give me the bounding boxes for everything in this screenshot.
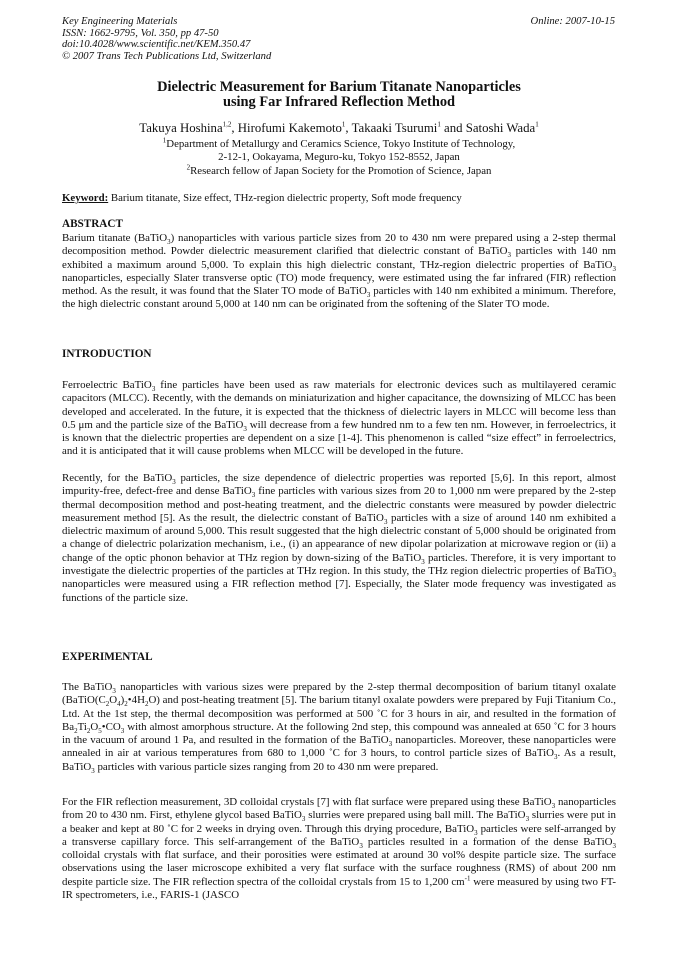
text-run: nanoparticles were measured using a FIR reflection method [7]. Especially, the Slater mode frequency was investigated as functions of the particle size.	[62, 578, 616, 604]
affiliation-2	[62, 165, 616, 178]
subscript: 3	[612, 842, 616, 851]
subscript: 3	[525, 815, 530, 824]
keywords-text: Barium titanate, Size effect, THz-region dielectric property, Soft mode frequency	[108, 192, 462, 204]
subscript: 3	[421, 557, 425, 566]
paper-title	[62, 80, 616, 109]
experimental-paragraph-1	[62, 681, 616, 774]
subscript: 2	[124, 700, 128, 709]
text-run: fine particles with various sizes from 20 to 1,000 nm were prepared by the 2-step thermal decomposition method and post-heating treatment, and the dielectric constants were measured by powder dielectric measurement method [5]. As the result, the dielectric constant of BaTiO	[62, 485, 616, 524]
text-run: •4	[127, 694, 138, 707]
text-run: particles with a size of around 140 nm exhibited a dielectric maximum of around 5,000. This result suggested that the high dielectric constant of 5,000 should be originated from a change of dielectric polarization mechanism, i.e., (i) an appearance of new dipolar polarization at microwave region or (ii) a change of the optic phonon behavior at THz region by down-sizing of the BaTiO	[62, 511, 616, 564]
subscript: 3	[612, 571, 616, 580]
subscript: 4	[117, 700, 121, 709]
affiliation-text: Department of Metallurgy and Ceramics Science, Tokyo Institute of Technology,	[166, 138, 516, 150]
journal-header	[62, 16, 271, 62]
subscript: 3	[167, 238, 171, 247]
text-run: Barium titanate (BaTiO	[62, 232, 168, 244]
text-run: fine particles have been used as raw materials for electronic devices such as multilayered ceramic capacitors (MLCC). Recently, with the demands on miniaturization and higher capacitance, the downsizing of MLCC has been developed and accelerated. In the future, it is expected that the thickness of dielectric layers in MLCC will become less than 0.5 μm and the particle size of the BaTiO	[62, 379, 617, 431]
subscript: 3	[243, 425, 247, 434]
subscript: 2	[74, 727, 78, 736]
text-run: O) and post-heating treatment [5]. The barium titanyl oxalate powders were prepared by Fuji Titanium Co., Ltd. At the 1st step, the thermal decomposition was performed at 500 ˚C for 3 hours in air, and resulted in the formation of Ba	[62, 694, 616, 733]
author-name: Takuya Hoshina	[139, 121, 223, 135]
text-run: will decrease from a few hundred nm to a few ten nm. However, in ferroelectrics, it is known that the dielectric properties are dependent on a size [1-4]. This phenomenon is called “size effect” in ferroelectrics, and it is anticipated that it will cause problems when MLCC will be developed in the future.	[62, 418, 616, 458]
intro-paragraph-2	[62, 472, 616, 605]
author-affil-mark: 1	[535, 120, 539, 129]
subscript: 3	[151, 385, 156, 394]
subscript: 3	[301, 815, 306, 824]
section-heading-introduction: INTRODUCTION	[62, 348, 152, 360]
subscript: 3	[554, 753, 558, 762]
intro-paragraph-1	[62, 379, 616, 459]
title-line-2: using Far Infrared Reflection Method	[222, 93, 456, 110]
subscript: 3	[474, 828, 478, 837]
abstract-paragraph	[62, 232, 616, 312]
text-run: particles with 140 nm exhibited a maximum around 5,000. To explain this high dielectric constant, THz-region dielectric properties of BaTiO	[62, 245, 616, 271]
subscript: 3	[251, 491, 256, 500]
text-run: colloidal crystals with flat surface, and their porosities were estimated at around 30 vol% despite particle size. The surface observations using the laser microscope exhibited a very flat surface with the surface roughness (RMS) of about 200 nm despite particle size. The FIR reflection spectra of the colloidal crystals from 15 to 1,200 cm	[62, 849, 616, 888]
text-run: For the FIR reflection measurement, 3D colloidal crystals [7] with flat surface were prepared using these BaTiO	[62, 796, 552, 808]
subscript: 3	[91, 766, 95, 775]
subscript: 3	[383, 518, 388, 527]
author-list	[62, 121, 616, 136]
subscript: 3	[507, 251, 511, 260]
experimental-paragraph-2	[62, 796, 616, 902]
author-name: , Takaaki Tsurumi	[345, 121, 438, 135]
journal-copyright: © 2007 Trans Tech Publications Ltd, Switzerland	[62, 50, 272, 62]
affiliation-1-address: 2-12-1, Ookayama, Meguro-ku, Tokyo 152-8552, Japan	[218, 151, 460, 164]
journal-name: Key Engineering Materials	[62, 16, 178, 27]
text-run: slurries were put in a beaker and kept at 80 ˚C for 2 weeks in drying oven. Through this drying procedure, BaTiO	[62, 809, 617, 835]
affil-mark: 2	[186, 163, 191, 172]
text-run: nanoparticles from 20 to 430 nm. First, ethylene glycol based BaTiO	[62, 796, 617, 822]
text-run: particles resulted in a formation of the dense BaTiO	[362, 835, 613, 848]
subscript: 3	[112, 687, 116, 696]
text-run: particles with 140 nm exhibited a minimum. Therefore, the high dielectric constant around 5,000 at 140 nm can be originated from the softening of the Slater TO mode.	[62, 285, 616, 311]
author-affil-mark: 1,2	[222, 120, 232, 129]
author-affil-mark: 1	[341, 120, 346, 129]
text-run: •CO	[101, 720, 121, 733]
text-run: particles were self-arranged by a transverse capillary force. This self-arrangement of the BaTiO	[62, 822, 616, 848]
text-run: Ferroelectric BaTiO	[62, 379, 152, 391]
subscript: 5	[98, 727, 102, 736]
text-run: Recently, for the BaTiO	[62, 472, 173, 484]
author-affil-mark: 1	[437, 120, 441, 129]
author-name: and Satoshi Wada	[440, 121, 536, 135]
subscript: 3	[388, 740, 393, 749]
text-run: particles, the size dependence of dielectric properties was reported [5,6]. In this report, almost impurity-free, defect-free and dense BaTiO	[62, 472, 616, 498]
text-run: were measured by using two FT-IR spectrometers, i.e., FARIS-1 (JASCO	[62, 875, 616, 902]
section-heading-experimental: EXPERIMENTAL	[62, 651, 153, 663]
text-run: ) nanoparticles with various particle sizes from 20 to 430 nm were prepared using a 2-step thermal decomposition method. Powder dielectric measurement clarified that dielectric constant of BaTiO	[62, 232, 617, 258]
subscript: 3	[612, 264, 616, 273]
text-run: . As a result, BaTiO	[62, 747, 616, 773]
subscript: 3	[120, 727, 125, 736]
keywords	[62, 192, 462, 204]
text-run: slurries were prepared using ball mill. The BaTiO	[305, 809, 526, 822]
keywords-label: Keyword:	[62, 192, 109, 204]
subscript: 3	[366, 291, 371, 300]
text-run: The BaTiO	[62, 681, 113, 693]
affiliation-text: Research fellow of Japan Society for the Promotion of Science, Japan	[190, 164, 492, 177]
journal-doi[interactable]: doi:10.4028/www.scientific.net/KEM.350.47	[62, 39, 251, 51]
text-run: )	[120, 694, 125, 707]
text-run: H	[137, 694, 145, 707]
subscript: 2	[105, 700, 110, 709]
subscript: 3	[359, 842, 363, 851]
subscript: 3	[551, 802, 556, 811]
title-line-1: Dielectric Measurement for Barium Titanate Nanoparticles	[157, 79, 521, 95]
text-run: nanoparticles. Moreover, these nanoparticles were annealed in air at various temperatures from 680 to 1,000 ˚C for 3 hours, to control particle sizes of BaTiO	[62, 734, 616, 760]
subscript: 2	[144, 700, 149, 709]
text-run: O	[90, 720, 99, 733]
superscript: -1	[464, 874, 471, 883]
affiliation-1	[62, 138, 616, 151]
text-run: O	[109, 694, 118, 707]
text-run: with almost amorphous structure. At the following 2nd step, this compound was annealed at 650 ˚C for 3 hours in the vacuum of around 1 Pa, and resulted in the formation of the BaTiO	[62, 720, 616, 747]
text-run: particles. Therefore, it is very important to investigate the dielectric properties of the particles at THz region. In this study, the THz region dielectric properties of BaTiO	[62, 551, 616, 578]
journal-issn: ISSN: 1662-9795, Vol. 350, pp 47-50	[62, 27, 219, 39]
text-run: nanoparticles with various sizes were prepared by the 2-step thermal decomposition of barium titanyl oxalate (BaTiO(C	[62, 681, 616, 707]
text-run: nanoparticles, especially Slater transverse optic (TO) mode frequency, were estimated using the far infrared (FIR) reflection method. As the result, it was found that the Slater TO mode of BaTiO	[62, 271, 616, 298]
text-run: particles with various particle sizes ranging from 20 to 430 nm were prepared.	[94, 760, 439, 773]
text-run: Ti	[77, 720, 87, 733]
section-heading-abstract: ABSTRACT	[62, 218, 123, 230]
subscript: 3	[172, 478, 176, 487]
online-date: Online: 2007-10-15	[530, 16, 615, 27]
author-name: , Hirofumi Kakemoto	[231, 121, 342, 135]
affil-mark: 1	[162, 136, 167, 145]
subscript: 2	[86, 727, 91, 736]
affiliations	[62, 138, 616, 178]
